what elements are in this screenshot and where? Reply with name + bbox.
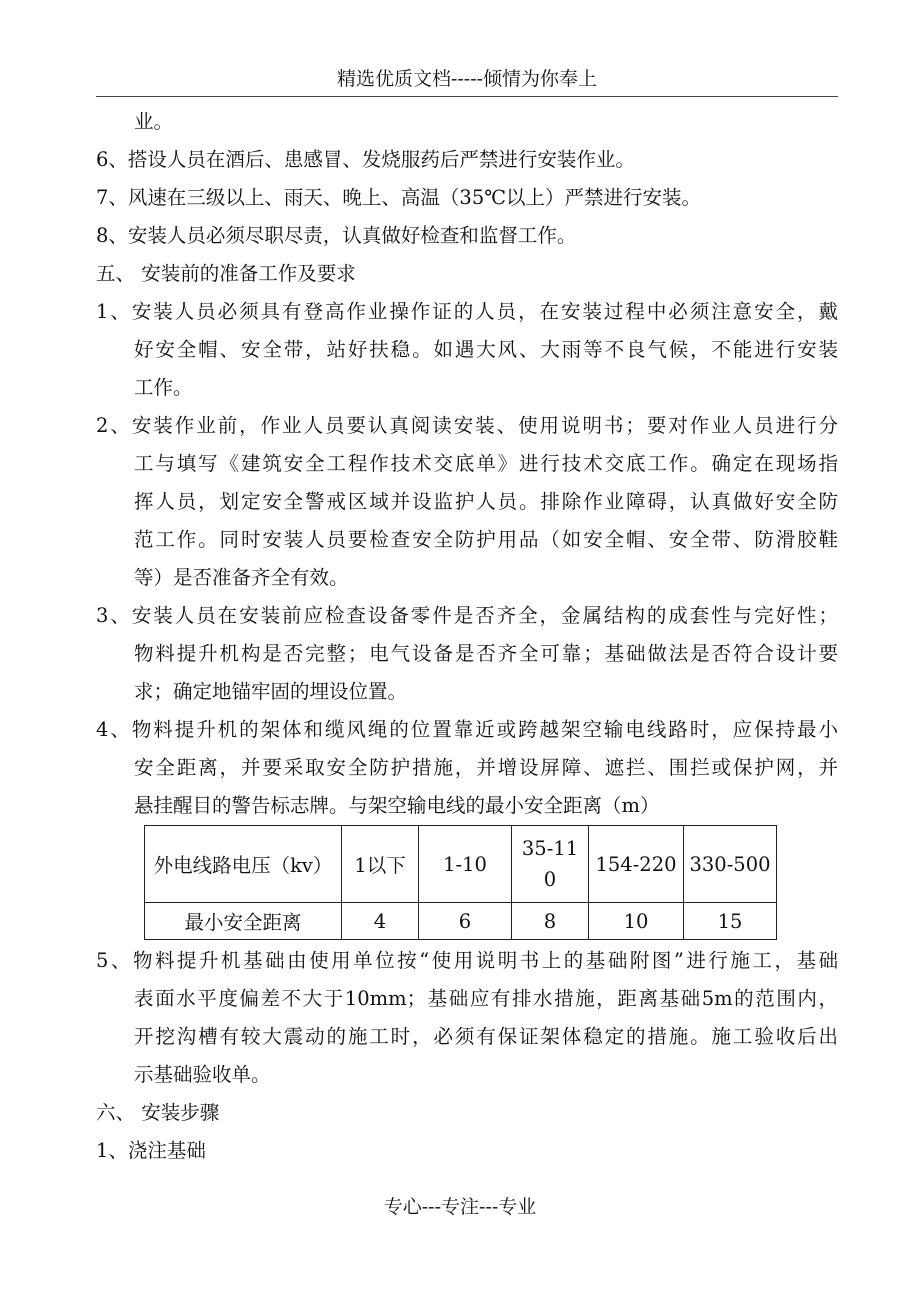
paragraph-line: 物料提升机构是否完整；电气设备是否齐全可靠；基础做法是否符合设计要 [134, 642, 838, 665]
table-row [145, 903, 777, 940]
cell-text-line: 0 [543, 868, 557, 891]
paragraph-line: 等）是否准备齐全有效。 [134, 566, 349, 589]
table-cell: 8 [512, 903, 589, 940]
paragraph-line: 4、物料提升机的架体和缆风绳的位置靠近或跨越架空输电线路时，应保持最小 [96, 718, 838, 741]
table-cell: 4 [342, 903, 419, 940]
paragraph-line: 1、安装人员必须具有登高作业操作证的人员，在安装过程中必须注意安全，戴 [96, 300, 838, 323]
text-line: 业。 [134, 110, 174, 133]
table-cell: 6 [419, 903, 512, 940]
paragraph-line: 示基础验收单。 [134, 1063, 271, 1086]
page-header: 精选优质文档-----倾情为你奉上 [96, 62, 838, 97]
table-cell: 330-500 [684, 826, 777, 903]
table-cell: 外电线路电压（kv） [145, 826, 342, 903]
table-cell: 1以下 [342, 826, 419, 903]
safety-distance-table [144, 825, 777, 940]
table-cell: 15 [684, 903, 777, 940]
paragraph-line: 开挖沟槽有较大震动的施工时，必须有保证架体稳定的措施。施工验收后出 [134, 1025, 838, 1048]
page-footer: 专心---专注---专业 [383, 1196, 537, 1218]
document-body [96, 103, 838, 1170]
table-cell: 10 [589, 903, 684, 940]
list-item: 6、搭设人员在酒后、患感冒、发烧服药后严禁进行安装作业。 [96, 148, 635, 171]
section-heading: 六、 安装步骤 [96, 1101, 220, 1124]
paragraph-line: 好安全帽、安全带，站好扶稳。如遇大风、大雨等不良气候，不能进行安装 [134, 338, 838, 361]
paragraph-line: 安全距离，并要采取安全防护措施，并增设屏障、遮拦、围拦或保护网，并 [134, 756, 838, 779]
paragraph-line: 求；确定地锚牢固的埋设位置。 [134, 680, 408, 703]
paragraph-line: 范工作。同时安装人员要检查安全防护用品（如安全帽、安全带、防滑胶鞋 [134, 528, 838, 551]
table-row [145, 826, 777, 903]
paragraph-line: 工作。 [134, 376, 193, 399]
paragraph-line: 2、安装作业前，作业人员要认真阅读安装、使用说明书；要对作业人员进行分 [96, 414, 838, 437]
paragraph-line: 工与填写《建筑安全工程作技术交底单》进行技术交底工作。确定在现场指 [134, 452, 838, 475]
table-cell [512, 826, 589, 903]
list-item: 1、浇注基础 [96, 1139, 206, 1162]
table-cell: 154-220 [589, 826, 684, 903]
table-cell: 最小安全距离 [145, 903, 342, 940]
paragraph-line: 表面水平度偏差不大于10mm；基础应有排水措施，距离基础5m的范围内， [134, 987, 838, 1010]
paragraph-line: 挥人员，划定安全警戒区域并设监护人员。排除作业障碍，认真做好安全防 [134, 490, 838, 513]
paragraph-line: 3、安装人员在安装前应检查设备零件是否齐全，金属结构的成套性与完好性； [96, 604, 838, 627]
list-item: 7、风速在三级以上、雨天、晚上、高温（35℃以上）严禁进行安装。 [96, 186, 702, 209]
paragraph-line: 悬挂醒目的警告标志牌。与架空输电线的最小安全距离（m） [134, 794, 660, 817]
table-cell: 1-10 [419, 826, 512, 903]
list-item: 8、安装人员必须尽职尽责，认真做好检查和监督工作。 [96, 224, 577, 247]
cell-text-line: 35-11 [521, 837, 579, 860]
paragraph-line: 5、物料提升机基础由使用单位按“使用说明书上的基础附图”进行施工，基础 [96, 949, 838, 972]
section-heading: 五、 安装前的准备工作及要求 [96, 262, 356, 285]
